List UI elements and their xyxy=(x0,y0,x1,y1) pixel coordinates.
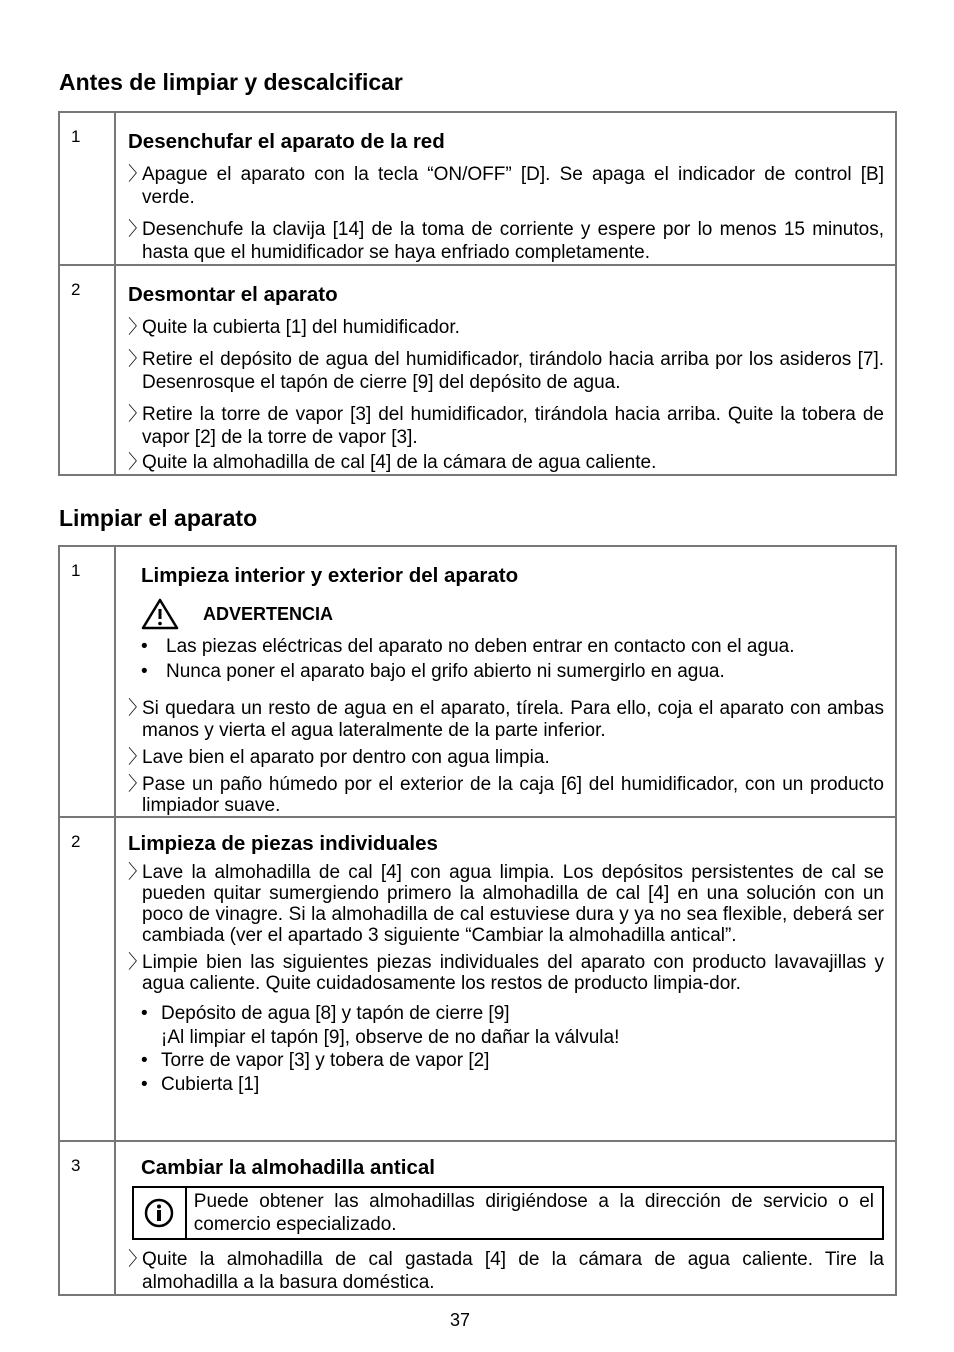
bullet-icon: • xyxy=(141,1050,148,1071)
instruction: 〉 Quite la almohadilla de cal [4] de la cámara de agua caliente. xyxy=(128,452,657,473)
step-body xyxy=(115,817,896,1141)
parts-list xyxy=(128,1002,884,1096)
warning-triangle-icon xyxy=(141,598,179,630)
arrow-icon: 〉 xyxy=(128,698,148,719)
instruction: 〉 Desenchufe la clavija [14] de la toma de corriente y espere por lo menos 15 minutos, hasta que el humidificador se haya enfriado completamente. xyxy=(128,219,884,263)
arrow-icon: 〉 xyxy=(128,404,148,425)
step-body xyxy=(115,1141,896,1295)
warning-list xyxy=(141,634,884,684)
arrow-icon: 〉 xyxy=(128,747,148,768)
arrow-icon: 〉 xyxy=(128,862,148,883)
arrow-icon: 〉 xyxy=(128,164,148,185)
warning-header xyxy=(141,598,884,630)
step-body xyxy=(115,546,896,817)
step-row xyxy=(59,817,896,1141)
step-title: Desmontar el aparato xyxy=(128,283,338,306)
bullet-icon: • xyxy=(141,1003,148,1024)
step-number: 2 xyxy=(59,265,115,475)
step-number: 3 xyxy=(59,1141,115,1295)
part-note: ¡Al limpiar el tapón [9], observe de no dañar la válvula! xyxy=(161,1026,620,1048)
part-item: • Cubierta [1] xyxy=(141,1073,260,1095)
instruction: 〉 Apague el aparato con la tecla “ON/OFF” [D]. Se apaga el indicador de control [B] verde. xyxy=(128,164,884,208)
step-title: Limpieza de piezas individuales xyxy=(128,832,438,855)
instruction: 〉 Limpie bien las siguientes piezas individuales del aparato con producto lavavajillas y agua caliente. Quite cuidadosamente los restos de producto limpia-dor. xyxy=(128,952,884,994)
info-box xyxy=(132,1186,884,1240)
page-number: 37 xyxy=(449,1310,471,1330)
bullet-icon: • xyxy=(141,636,148,657)
arrow-icon: 〉 xyxy=(128,774,148,795)
arrow-icon: 〉 xyxy=(128,349,148,370)
arrow-icon: 〉 xyxy=(128,952,148,973)
bullet-icon: • xyxy=(141,661,148,682)
step-body xyxy=(115,112,896,265)
instruction: 〉 Pase un paño húmedo por el exterior de la caja [6] del humidificador, con un producto limpiador suave. xyxy=(128,774,884,816)
instruction: 〉 Quite la cubierta [1] del humidificador. xyxy=(128,317,460,338)
arrow-icon: 〉 xyxy=(128,452,148,473)
step-row xyxy=(59,1141,896,1295)
steps-table-cleaning xyxy=(58,545,897,1296)
arrow-icon: 〉 xyxy=(128,317,148,338)
info-icon-cell xyxy=(134,1188,187,1238)
steps-table-before-cleaning xyxy=(58,111,897,476)
arrow-icon: 〉 xyxy=(128,219,148,240)
part-item: • Depósito de agua [8] y tapón de cierre [9] xyxy=(141,1003,510,1024)
section-title-cleaning: Limpiar el aparato xyxy=(59,505,258,531)
bullet-icon: • xyxy=(141,1073,148,1095)
step-body xyxy=(115,265,896,475)
step-title: Cambiar la almohadilla antical xyxy=(141,1156,435,1179)
warning-label: ADVERTENCIA xyxy=(203,603,334,624)
step-title: Desenchufar el aparato de la red xyxy=(128,130,445,153)
step-number: 1 xyxy=(59,112,115,265)
instruction: 〉 Retire el depósito de agua del humidificador, tirándolo hacia arriba por los asideros [7]. Desenrosque el tapón de cierre [9] del depósito de agua. xyxy=(128,349,884,393)
instruction: 〉 Lave la almohadilla de cal [4] con agua limpia. Los depósitos persistentes de cal se pueden quitar sumergiendo primero la almohadilla de cal [4] en una solución con un poco de vinagre. Si la almohadilla de cal estuviese dura y ya no sea flexible, deberá ser cambiada (ver el apartado 3 siguiente “Cambiar la almohadilla antical”. xyxy=(128,862,884,946)
instruction: 〉 Si quedara un resto de agua en el aparato, tírela. Para ello, coja el aparato con ambas manos y vierta el agua lateralmente de la parte inferior. xyxy=(128,698,884,741)
instruction: 〉 Retire la torre de vapor [3] del humidificador, tirándola hacia arriba. Quite la tobera de vapor [2] de la torre de vapor [3]. xyxy=(128,404,884,448)
info-text: Puede obtener las almohadillas dirigiéndose a la dirección de servicio o el comercio especializado. xyxy=(193,1191,874,1235)
step-title: Limpieza interior y exterior del aparato xyxy=(141,564,519,587)
step-row xyxy=(59,112,896,265)
part-item: • Torre de vapor [3] y tobera de vapor [2] xyxy=(141,1050,490,1071)
instruction: 〉 Lave bien el aparato por dentro con agua limpia. xyxy=(128,747,550,768)
arrow-icon: 〉 xyxy=(128,1249,148,1270)
step-number: 2 xyxy=(59,817,115,1141)
step-row xyxy=(59,265,896,475)
section-title-before-cleaning: Antes de limpiar y descalcificar xyxy=(59,69,403,95)
warning-item: • Las piezas eléctricas del aparato no deben entrar en contacto con el agua. xyxy=(141,636,795,657)
instruction: 〉 Quite la almohadilla de cal gastada [4] de la cámara de agua caliente. Tire la almohadilla a la basura doméstica. xyxy=(128,1249,884,1293)
step-row xyxy=(59,546,896,817)
step-number: 1 xyxy=(59,546,115,817)
info-icon xyxy=(144,1198,174,1228)
warning-item: • Nunca poner el aparato bajo el grifo abierto ni sumergirlo en agua. xyxy=(141,661,725,682)
